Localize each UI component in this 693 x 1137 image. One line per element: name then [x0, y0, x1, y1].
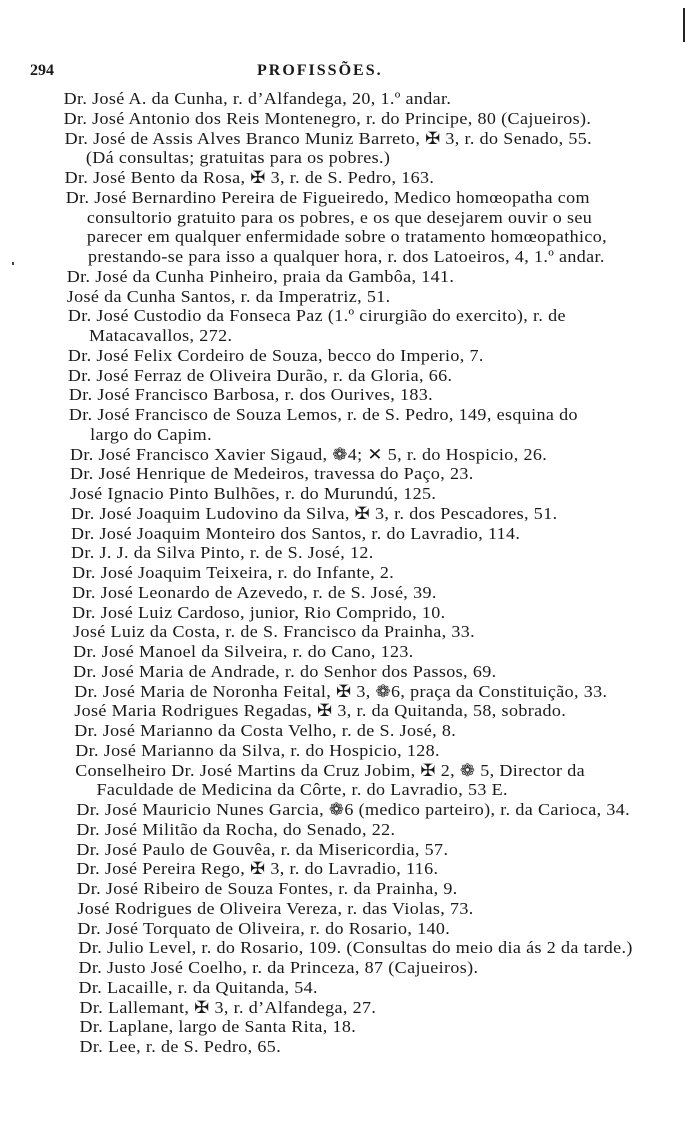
directory-entry: Dr. José Bento da Rosa, ✠ 3, r. de S. Pedro, 163.: [64, 168, 435, 187]
directory-entry: Dr. José Mauricio Nunes Garcia, ❁6 (medico parteiro), r. da Carioca, 34.: [76, 800, 631, 819]
directory-entry: Dr. José Henrique de Medeiros, travessa do Paço, 23.: [69, 464, 474, 484]
directory-entry: Dr. Justo José Coelho, r. da Princeza, 87 (Cajueiros).: [78, 958, 479, 977]
entry-continuation-line: prestando-se para isso a qualquer hora, r. dos Latoeiros, 4, 1.º andar.: [87, 247, 605, 266]
directory-entry: Conselheiro Dr. José Martins da Cruz Jobim, ✠ 2, ❁ 5, Director da: [75, 760, 586, 780]
entry-continuation-line: largo do Capim.: [90, 424, 212, 444]
directory-entry: Dr. Lacaille, r. da Quitanda, 54.: [78, 977, 318, 997]
page-number: 294: [30, 62, 54, 79]
directory-entry: Dr. José Luiz Cardoso, junior, Rio Comprido, 10.: [72, 602, 446, 622]
entry-continuation-line: (Dá consultas; gratuitas para os pobres.): [85, 148, 391, 168]
entry-continuation-line: consultorio gratuito para os pobres, e os que desejarem ouvir o seu: [86, 207, 593, 227]
directory-entry: Dr. José Marianno da Silva, r. do Hospicio, 128.: [75, 740, 440, 760]
directory-entry: Dr. José Felix Cordeiro de Souza, becco do Imperio, 7.: [67, 345, 484, 365]
directory-entry: Dr. José Torquato de Oliveira, r. do Rosario, 140.: [77, 918, 451, 938]
entry-continuation-line: parecer em qualquer enfermidade sobre o tratamento homœopathico,: [86, 227, 608, 247]
directory-entry: Dr. José Marianno da Costa Velho, r. de S. José, 8.: [74, 721, 457, 740]
scan-edge-mark: [683, 8, 685, 42]
entry-continuation-line: Matacavallos, 272.: [89, 326, 233, 345]
entry-continuation-line: Faculdade de Medicina da Côrte, r. do Lavradio, 53 E.: [96, 780, 508, 800]
directory-entry: Dr. José Ferraz de Oliveira Durão, r. da Gloria, 66.: [67, 365, 453, 385]
directory-entry: Dr. José Militão da Rocha, do Senado, 22.: [76, 819, 396, 839]
directory-entry: Dr. José da Cunha Pinheiro, praia da Gambôa, 141.: [66, 266, 455, 286]
directory-entry: Dr. José Custodio da Fonseca Paz (1.º cirurgião do exercito), r. de: [67, 306, 566, 326]
directory-listing: [0, 89, 693, 1057]
directory-entry: José Rodrigues de Oliveira Vereza, r. das Violas, 73.: [77, 898, 474, 918]
directory-entry: José Luiz da Costa, r. de S. Francisco da Prainha, 33.: [73, 622, 476, 642]
directory-entry: Dr. José Joaquim Monteiro dos Santos, r. do Lavradio, 114.: [71, 523, 521, 543]
directory-entry: Dr. José Pereira Rego, ✠ 3, r. do Lavradio, 116.: [76, 859, 439, 879]
directory-entry: José da Cunha Santos, r. da Imperatriz, 51.: [66, 286, 391, 306]
directory-entry: Dr. José Joaquim Teixeira, r. do Infante, 2.: [72, 563, 395, 582]
directory-entry: Dr. José Francisco Xavier Sigaud, ❁4; ✕ 5, r. do Hospicio, 26.: [69, 444, 548, 464]
running-title: PROFISSÕES.: [257, 62, 383, 79]
directory-entry: Dr. José A. da Cunha, r. d’Alfandega, 20, 1.º andar.: [63, 89, 452, 108]
directory-entry: Dr. Lallemant, ✠ 3, r. d’Alfandega, 27.: [79, 997, 377, 1017]
directory-entry: Dr. José Leonardo de Azevedo, r. de S. José, 39.: [72, 582, 437, 602]
directory-entry: Dr. Laplane, largo de Santa Rita, 18.: [79, 1017, 357, 1037]
directory-entry: Dr. José Bernardino Pereira de Figueiredo, Medico homœopatha com: [65, 187, 590, 207]
directory-entry: Dr. José Joaquim Ludovino da Silva, ✠ 3, r. dos Pescadores, 51.: [71, 503, 558, 523]
directory-entry: Dr. José Ribeiro de Souza Fontes, r. da Prainha, 9.: [77, 879, 458, 898]
directory-entry: Dr. José Maria de Andrade, r. do Senhor dos Passos, 69.: [73, 661, 497, 681]
directory-entry: Dr. José de Assis Alves Branco Muniz Barreto, ✠ 3, r. do Senado, 55.: [64, 128, 592, 148]
page-header: [30, 62, 630, 82]
directory-entry: Dr. Lee, r. de S. Pedro, 65.: [79, 1037, 282, 1056]
directory-entry: Dr. José Antonio dos Reis Montenegro, r. do Principe, 80 (Cajueiros).: [63, 108, 592, 128]
directory-entry: Dr. José Manoel da Silveira, r. do Cano, 123.: [73, 642, 414, 661]
directory-entry: Dr. J. J. da Silva Pinto, r. de S. José, 12.: [71, 543, 374, 563]
directory-entry: Dr. José Paulo de Gouvêa, r. da Misericordia, 57.: [76, 839, 449, 859]
directory-entry: Dr. José Francisco Barbosa, r. dos Ourives, 183.: [68, 385, 434, 405]
directory-entry: José Ignacio Pinto Bulhões, r. do Murundú, 125.: [69, 484, 437, 503]
directory-entry: José Maria Rodrigues Regadas, ✠ 3, r. da Quitanda, 58, sobrado.: [74, 701, 567, 721]
directory-entry: Dr. José Francisco de Souza Lemos, r. de S. Pedro, 149, esquina do: [68, 405, 578, 424]
directory-entry: Dr. Julio Level, r. do Rosario, 109. (Consultas do meio dia ás 2 da tarde.): [78, 938, 633, 958]
directory-entry: Dr. José Maria de Noronha Feital, ✠ 3, ❁6, praça da Constituição, 33.: [74, 681, 608, 701]
